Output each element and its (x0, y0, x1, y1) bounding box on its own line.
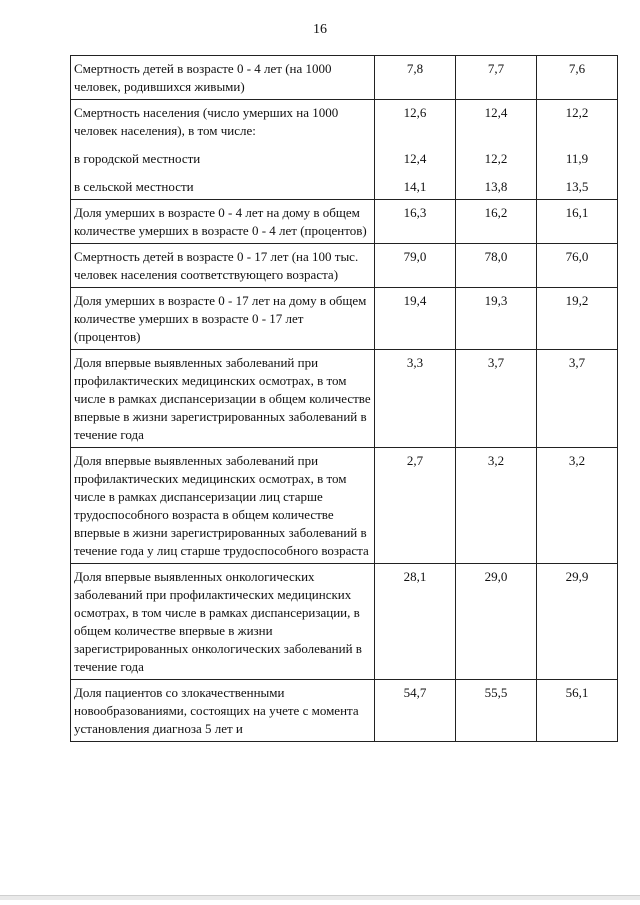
sub-row-value: 13,5 (565, 179, 589, 194)
row-value-group (537, 100, 618, 200)
table-row (71, 100, 618, 200)
sub-row-label: в городской местности (74, 151, 201, 166)
row-value: 2,7 (375, 448, 456, 564)
row-value: 7,7 (456, 56, 537, 100)
row-label: Смертность населения (число умерших на 1000 человек населения), в том числе: (74, 105, 339, 138)
sub-row-value: 12,4 (403, 151, 427, 166)
row-value: 76,0 (537, 244, 618, 288)
row-value: 16,2 (456, 200, 537, 244)
row-value: 3,2 (537, 448, 618, 564)
row-value: 7,6 (537, 56, 618, 100)
sub-row-value: 11,9 (565, 151, 589, 166)
row-value: 29,0 (456, 564, 537, 680)
page-number: 16 (313, 22, 327, 37)
sub-row-value: 12,2 (484, 151, 508, 166)
row-value: 3,7 (456, 350, 537, 448)
row-value: 3,7 (537, 350, 618, 448)
row-label: Доля пациентов со злокачественными новообразованиями, состоящих на учете с момента установления диагноза 5 лет и (71, 680, 375, 742)
row-label: Доля впервые выявленных заболеваний при профилактических медицинских осмотрах, в том числе в рамках диспансеризации лиц старше трудоспособного возраста в общем количестве впервые в жизни зарегистрированных заболеваний в течение года у лиц старше трудоспособного возраста (71, 448, 375, 564)
table-row (71, 200, 618, 244)
row-label: Доля умерших в возрасте 0 - 17 лет на дому в общем количестве умерших в возрасте 0 - 17 лет (процентов) (71, 288, 375, 350)
table-row (71, 350, 618, 448)
row-value-group (456, 100, 537, 200)
sub-row-value: 14,1 (403, 179, 427, 194)
row-value: 12,4 (484, 105, 508, 120)
row-label: Доля впервые выявленных онкологических заболеваний при профилактических медицинских осмотрах, в том числе в рамках диспансеризации, в общем количестве впервые в жизни зарегистрированных онкологических заболеваний в течение года (71, 564, 375, 680)
table-row (71, 448, 618, 564)
table-row (71, 56, 618, 100)
row-value: 19,4 (375, 288, 456, 350)
row-value: 55,5 (456, 680, 537, 742)
sub-row-value: 13,8 (484, 179, 508, 194)
row-value: 16,1 (537, 200, 618, 244)
table-row (71, 288, 618, 350)
row-value: 12,2 (565, 105, 589, 120)
row-value: 19,2 (537, 288, 618, 350)
row-value: 28,1 (375, 564, 456, 680)
row-label-group (71, 100, 375, 200)
row-label: Доля умерших в возрасте 0 - 4 лет на дому в общем количестве умерших в возрасте 0 - 4 лет (процентов) (71, 200, 375, 244)
row-value: 7,8 (375, 56, 456, 100)
page-bottom-edge (0, 895, 640, 900)
sub-row-label: в сельской местности (74, 179, 194, 194)
row-value: 78,0 (456, 244, 537, 288)
row-value: 16,3 (375, 200, 456, 244)
row-value: 3,3 (375, 350, 456, 448)
row-label: Смертность детей в возрасте 0 - 4 лет (на 1000 человек, родившихся живыми) (71, 56, 375, 100)
row-value: 56,1 (537, 680, 618, 742)
row-value: 19,3 (456, 288, 537, 350)
table-row (71, 244, 618, 288)
row-value: 54,7 (375, 680, 456, 742)
row-value: 12,6 (403, 105, 427, 120)
row-value: 79,0 (375, 244, 456, 288)
table-row (71, 680, 618, 742)
table-row (71, 564, 618, 680)
row-value-group (375, 100, 456, 200)
row-value: 29,9 (537, 564, 618, 680)
row-label: Доля впервые выявленных заболеваний при профилактических медицинских осмотрах, в том числе в рамках диспансеризации в общем количестве впервые в жизни зарегистрированных заболеваний в течение года (71, 350, 375, 448)
row-label: Смертность детей в возрасте 0 - 17 лет (на 100 тыс. человек населения соответствующего возраста) (71, 244, 375, 288)
indicators-table (70, 55, 618, 742)
row-value: 3,2 (456, 448, 537, 564)
